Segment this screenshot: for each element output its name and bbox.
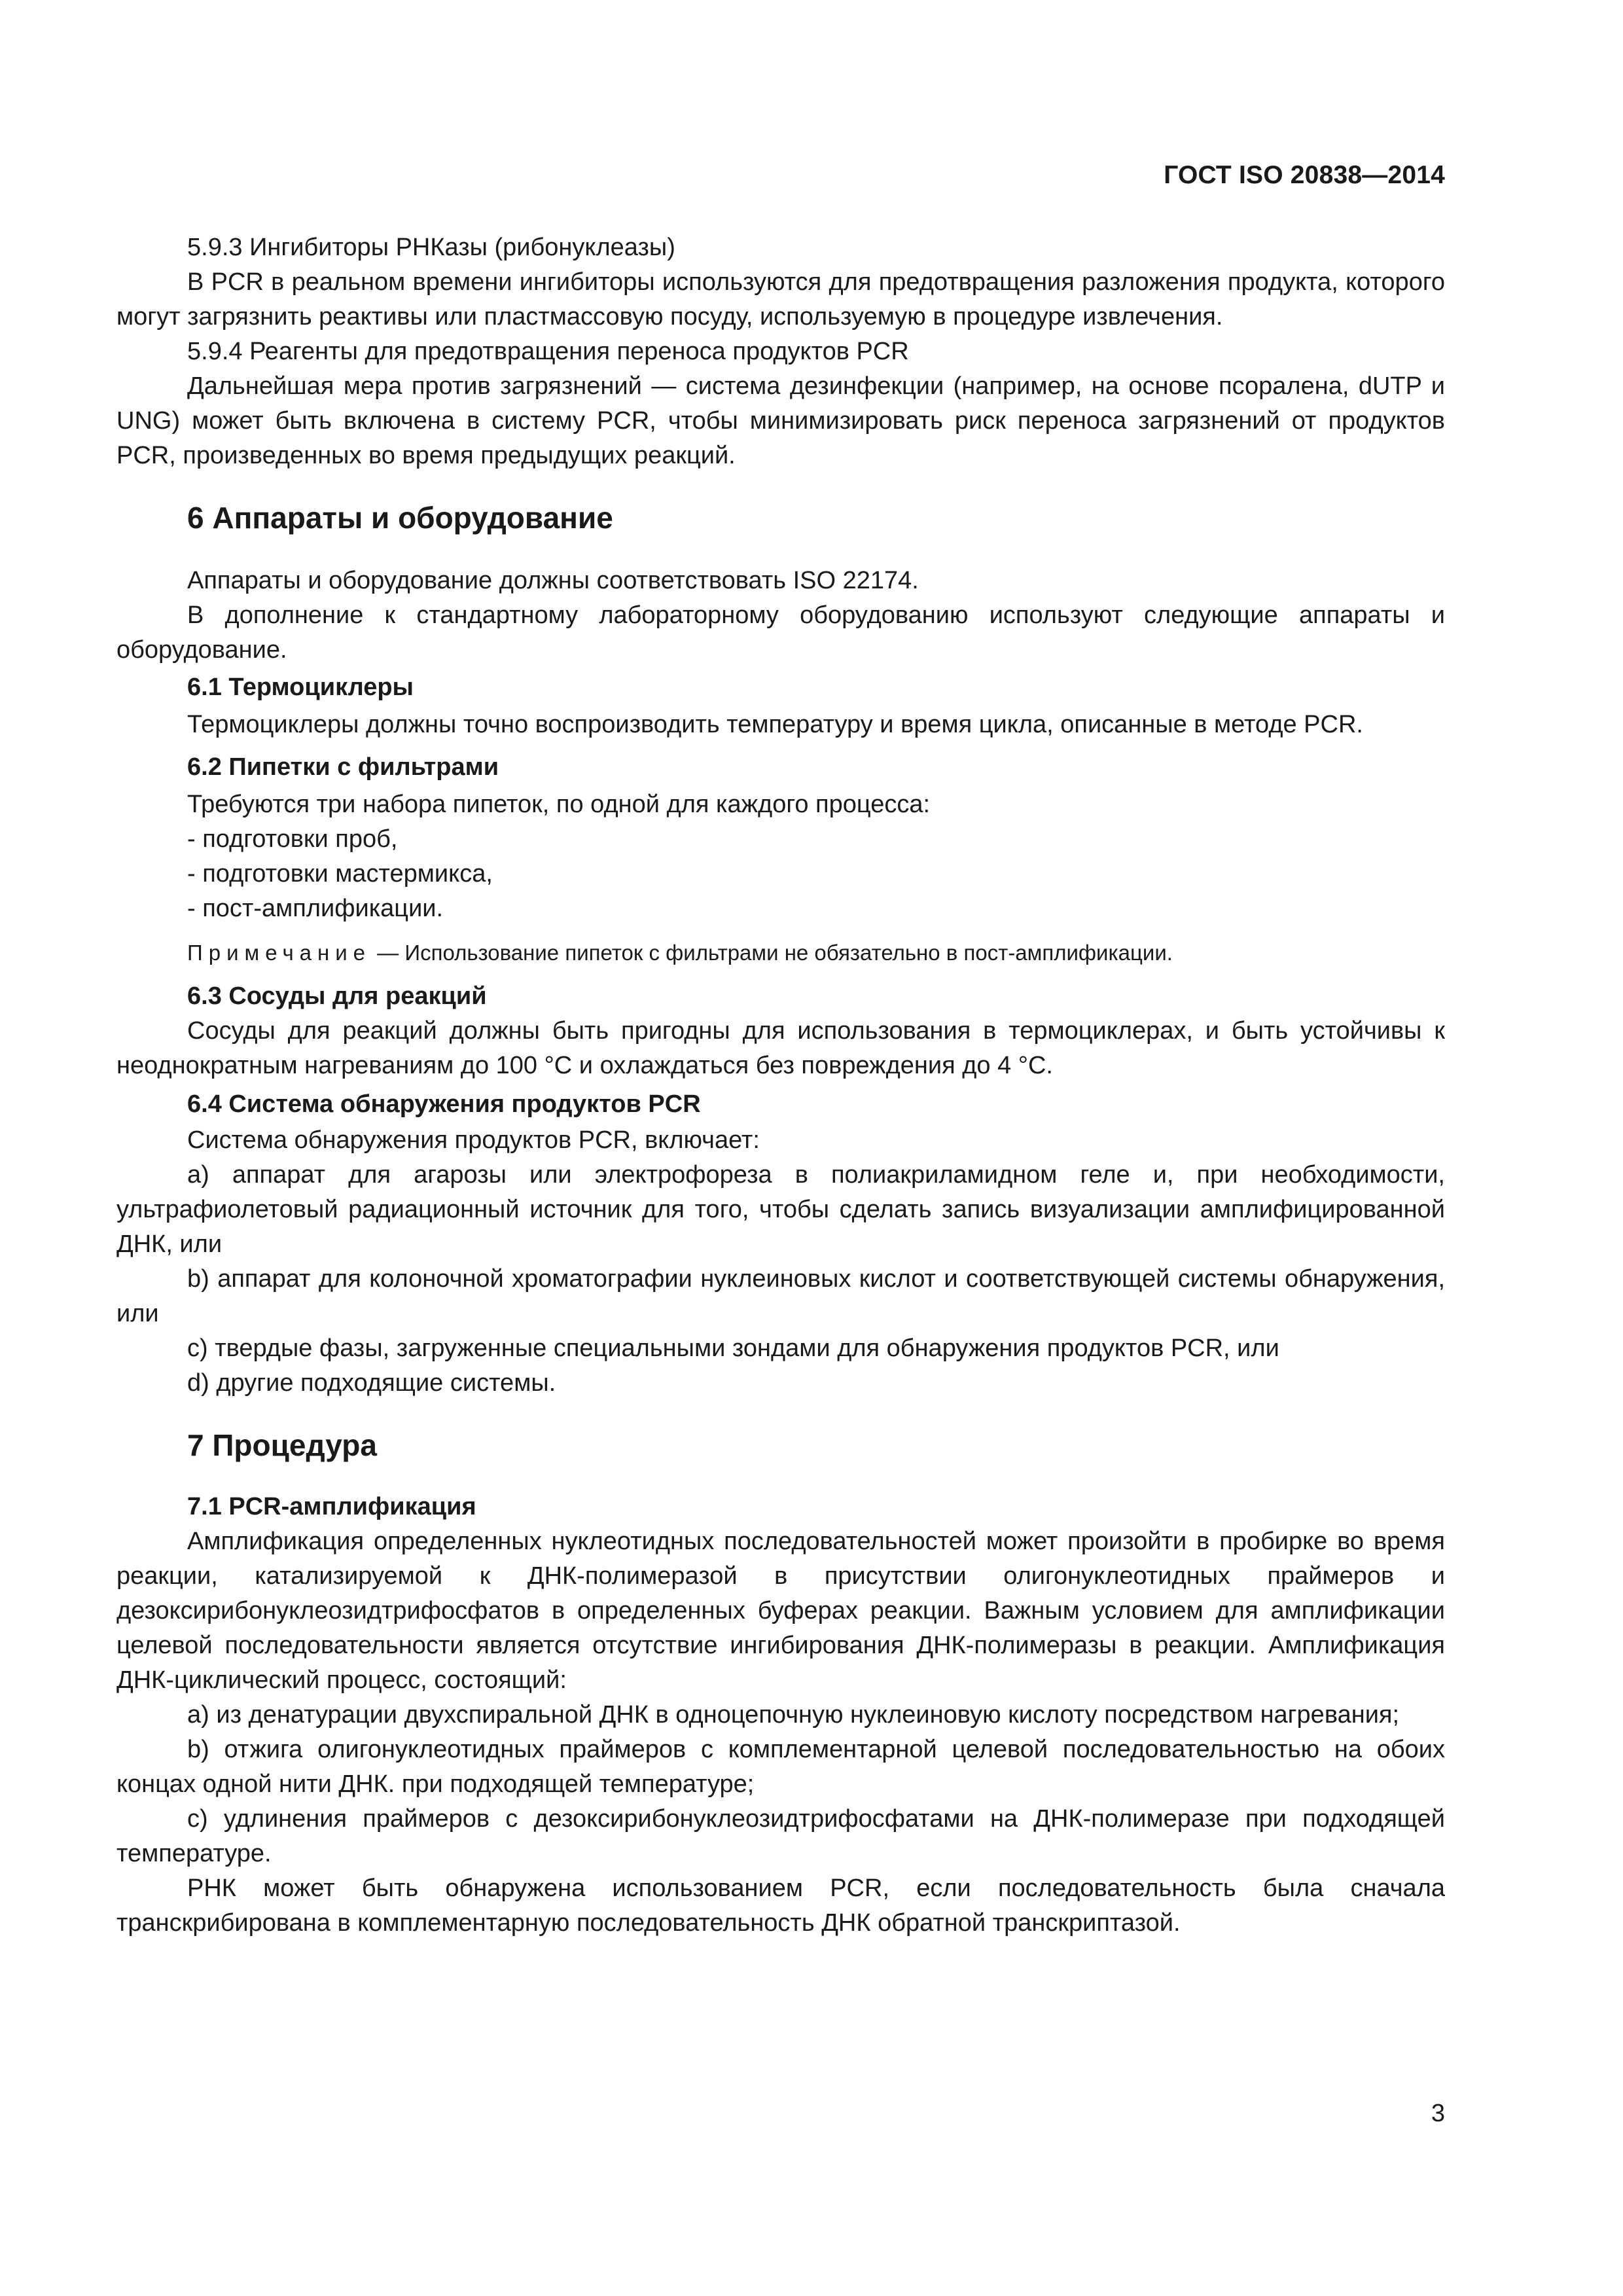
list-item: c) удлинения праймеров с дезоксирибонуклеозидтрифосфатами на ДНК-полимеразе при подходящей температуре.: [116, 1805, 1445, 1867]
list-item: d) другие подходящие системы.: [187, 1369, 556, 1397]
clause-5-9-3-text: В PCR в реальном времени ингибиторы используются для предотвращения разложения продукта, которого могут загрязнить реактивы или пластмассовую посуду, используемую в процедуре извлечения.: [116, 268, 1445, 331]
clause-6-3-text: Сосуды для реакций должны быть пригодны для использования в термоциклерах, и быть устойчивы к неоднократным нагреваниям до 100 °С и охлаждаться без повреждения до 4 °С.: [116, 1017, 1445, 1079]
section-6-para-2: В дополнение к стандартному лабораторному оборудованию используют следующие аппараты и оборудование.: [116, 601, 1445, 664]
clause-6-1-text: Термоциклеры должны точно воспроизводить температуру и время цикла, описанные в методе PCR.: [187, 711, 1363, 738]
page-number: 3: [1431, 2100, 1445, 2127]
document-code: ГОСТ ISO 20838—2014: [1164, 161, 1445, 189]
list-item: - подготовки проб,: [187, 825, 398, 853]
clause-5-9-3-title: 5.9.3 Ингибиторы РНКазы (рибонуклеазы): [187, 234, 675, 261]
list-item: c) твердые фазы, загруженные специальными зондами для обнаружения продуктов PCR, или: [187, 1335, 1279, 1362]
clause-5-9-4-title: 5.9.4 Реагенты для предотвращения переноса продуктов PCR: [187, 338, 909, 365]
list-item: - пост-амплификации.: [187, 895, 444, 922]
clause-7-1-para-2: РНК может быть обнаружена использованием PCR, если последовательность была сначала транскрибирована в комплементарную последовательность ДНК обратной транскриптазой.: [116, 1874, 1445, 1937]
clause-6-2-heading: 6.2 Пипетки с фильтрами: [187, 753, 499, 781]
note-label: Примечание: [187, 941, 372, 965]
clause-6-3-heading: 6.3 Сосуды для реакций: [187, 982, 487, 1010]
list-item: a) аппарат для агарозы или электрофореза в полиакриламидном геле и, при необходимости, ультрафиолетовый радиационный источник для того, чтобы сделать запись визуализации амплифицированной ДНК, или: [116, 1161, 1445, 1258]
clause-6-2-intro: Требуются три набора пипеток, по одной для каждого процесса:: [187, 791, 931, 818]
clause-6-1-heading: 6.1 Термоциклеры: [187, 673, 414, 701]
clause-6-4-intro: Система обнаружения продуктов PCR, включает:: [187, 1126, 760, 1154]
list-item: b) отжига олигонуклеотидных праймеров с комплементарной целевой последовательностью на обоих концах одной нити ДНК. при подходящей температуре;: [116, 1736, 1445, 1798]
page-content: [116, 230, 1445, 1941]
list-item: a) из денатурации двухспиральной ДНК в одноцепочную нуклеиновую кислоту посредством нагревания;: [187, 1701, 1400, 1729]
section-6-heading: 6 Аппараты и оборудование: [187, 501, 613, 535]
clause-7-1-heading: 7.1 PCR-амплификация: [187, 1493, 476, 1520]
list-item: b) аппарат для колоночной хроматографии нуклеиновых кислот и соответствующей системы обнаружения, или: [116, 1265, 1445, 1327]
section-6-para-1: Аппараты и оборудование должны соответствовать ISO 22174.: [187, 567, 919, 594]
clause-5-9-4-text: Дальнейшая мера против загрязнений — система дезинфекции (например, на основе псоралена, dUTP и UNG) может быть включена в систему PCR, чтобы минимизировать риск переноса загрязнений от продуктов PCR, произведенных во время предыдущих реакций.: [116, 372, 1445, 469]
clause-6-4-heading: 6.4 Система обнаружения продуктов PCR: [187, 1090, 701, 1118]
section-7-heading: 7 Процедура: [187, 1428, 377, 1462]
clause-7-1-para-1: Амплификация определенных нуклеотидных последовательностей может произойти в пробирке во время реакции, катализируемой к ДНК-полимеразой в присутствии олигонуклеотидных праймеров и дезоксирибонуклеозидтрифосфатов в определенных буферах реакции. Важным условием для амплификации целевой последовательности является отсутствие ингибирования ДНК-полимеразы в реакции. Амплификация ДНК-циклический процесс, состоящий:: [116, 1528, 1445, 1694]
list-item: - подготовки мастермикса,: [187, 860, 493, 888]
note-text: — Использование пипеток с фильтрами не обязательно в пост-амплификации.: [371, 941, 1173, 965]
note: [116, 935, 1445, 970]
